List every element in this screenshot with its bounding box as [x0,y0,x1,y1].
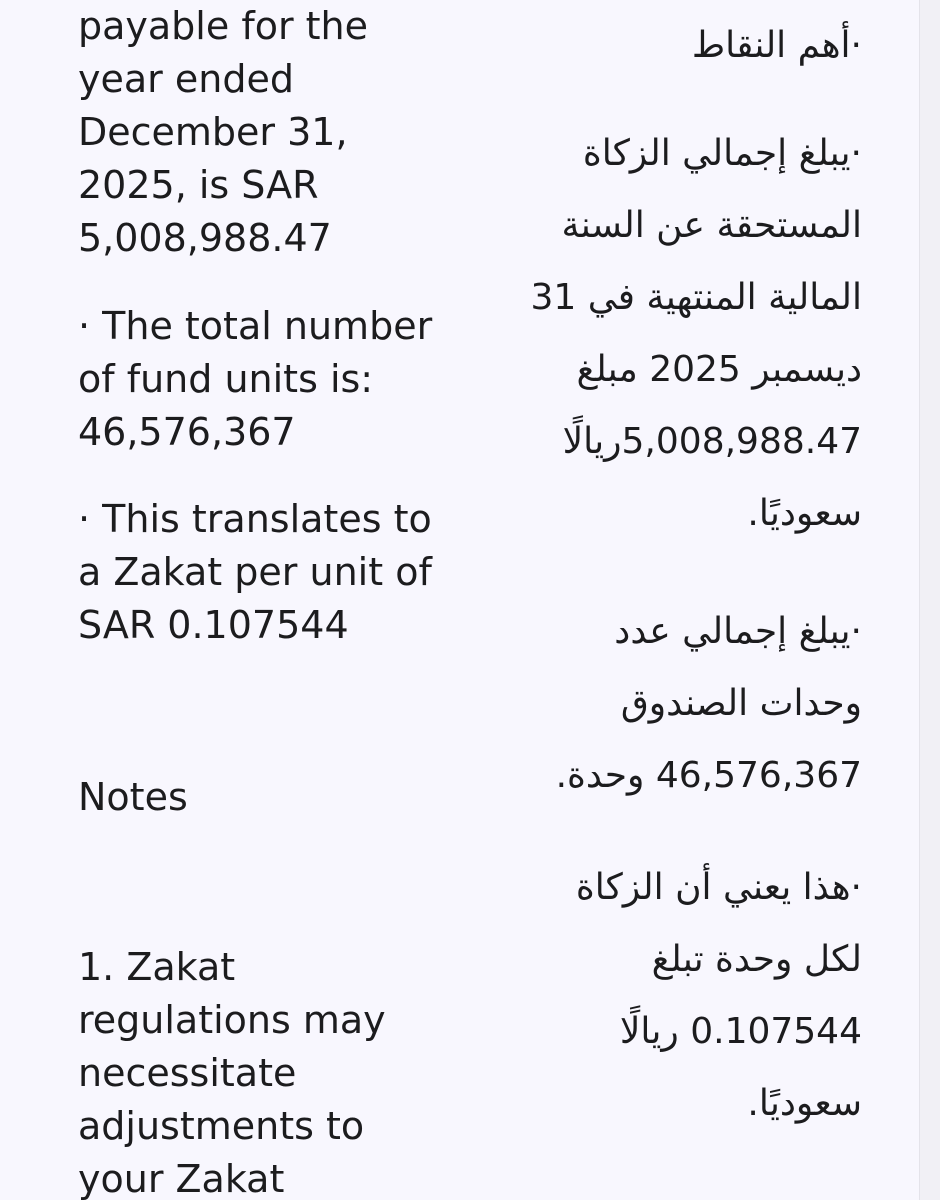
text-line: المالية المنتهية في 31 [530,277,862,318]
text-line: 5,008,988.47ريالًا [562,421,862,462]
zakat-payable-paragraph [78,0,478,265]
note-1-paragraph [78,941,478,1200]
text-line: December 31, [78,110,348,154]
text-line: necessitate [78,1051,297,1095]
text-line: regulations may [78,998,386,1042]
text-line: المستحقة عن السنة [561,205,862,246]
notes-heading: Notes [78,775,188,819]
per-unit-bullet [78,493,478,652]
text-line: ·هذا يعني أن الزكاة [575,867,862,908]
text-line: سعوديًا. [747,1083,862,1124]
text-line: وحدات الصندوق [620,683,862,724]
text-line: 5,008,988.47 [78,216,332,260]
arabic-zakat-total-bullet [462,118,862,550]
text-line: 2025, is SAR [78,163,319,207]
text-line: سعوديًا. [747,493,862,534]
text-line: · This translates to [78,497,432,541]
text-line: a Zakat per unit of [78,550,432,594]
fund-units-bullet [78,300,478,459]
text-line: ·يبلغ إجمالي الزكاة [582,133,862,174]
text-line: 0.107544 ريالًا [619,1011,862,1052]
text-line: year ended [78,57,294,101]
arabic-per-unit-bullet [462,852,862,1140]
arabic-fund-units-bullet [462,596,862,812]
scroll-rail[interactable] [919,0,940,1200]
text-line: ديسمبر 2025 مبلغ [576,349,862,390]
text-line: SAR 0.107544 [78,603,349,647]
text-line: · The total number [78,304,433,348]
text-line: 46,576,367 [78,410,296,454]
text-line: لكل وحدة تبلغ [651,939,862,980]
text-line: adjustments to [78,1104,365,1148]
text-line: of fund units is: [78,357,374,401]
text-line: your Zakat [78,1157,285,1200]
arabic-heading: ·أهم النقاط [691,25,862,66]
text-line: ·يبلغ إجمالي عدد [614,611,862,652]
text-line: payable for the [78,4,369,48]
text-line: 1. Zakat [78,945,236,989]
text-line: 46,576,367 وحدة. [555,755,862,796]
